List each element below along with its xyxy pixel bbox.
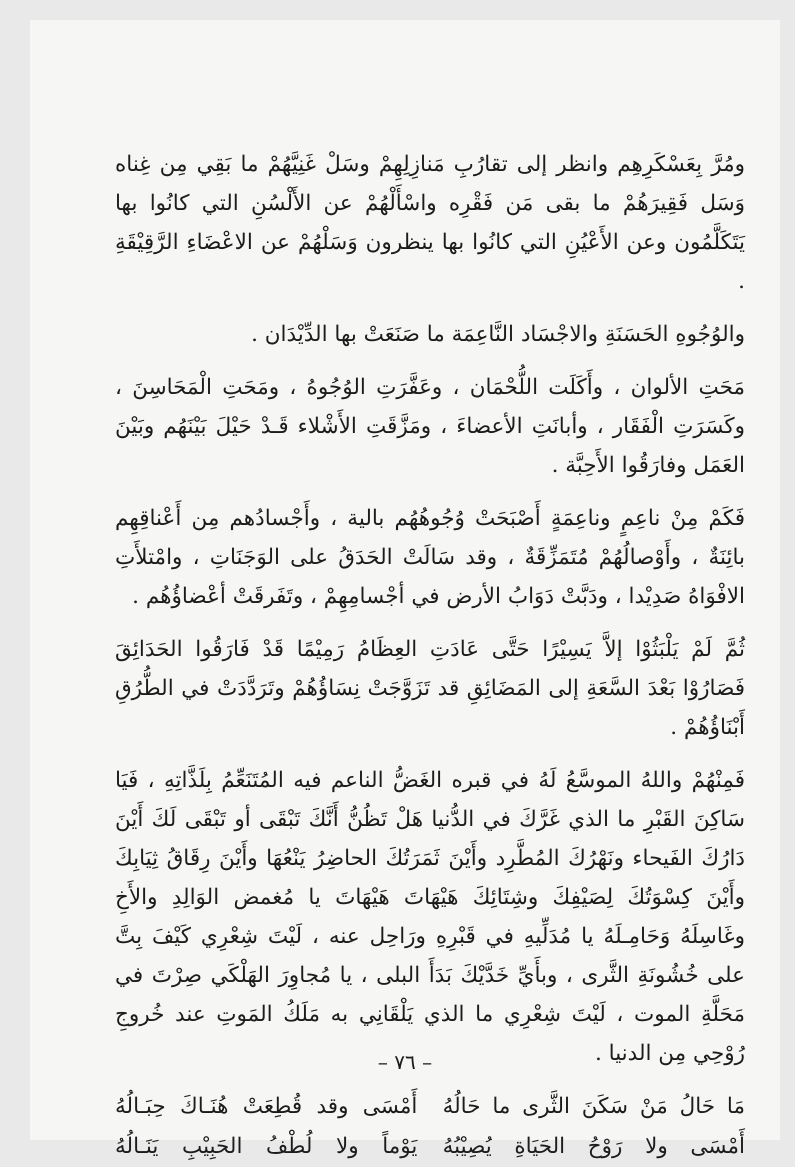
paragraph-4: فَكَمْ مِنْ ناعِمٍ وناعِمَةٍ أَصْبَحَتْ وُجُوهُهُم بالية ، وأَجْسادُهم مِن أَعْناقِهِم بائِنَةٌ ، وأَوْصالُهُمْ مُتَمَزِّقَةٌ ، وقد سَالَتْ الحَدَقُ على الوَجَنَاتِ ، وامْتلأَتِ الافْوَاهُ صَدِيْدا ، ودَبَّتْ دَوَابُ الأرض في أجْسامِهِمْ ، وتَفَرقَتْ أعْضاؤُهُم .	[115, 506, 745, 609]
verse-1-first-hemistich: مَا حَالُ مَنْ سَكَنَ الثَّرى ما حَالُهُ	[442, 1094, 745, 1119]
verse-2-second-hemistich: يَوْماً ولا لُطْفُ الحَبِيْبِ يَنَـالُهُ	[115, 1134, 418, 1159]
page-body	[115, 145, 745, 1167]
paragraph-6: فَمِنْهُمْ واللهُ الموسَّعُ لَهُ في قبره الغَضُّ الناعم فيه المُتَنَعِّمُ بِلَذَّاتِهِ ، فَيَا سَاكِنَ القَبْرِ ما الذي غَرَّكَ في الدُّنيا هَلْ تَظُنُّ أَنَّكَ تَبْقَى أو تَبْقَى لَكَ أَيْنَ دَارُكَ الفَيحاء ونَهْرُكَ المُطَّرِد وأَيْنَ ثَمَرَتُكَ الحاضِرُ يَنْعُهَا وأَيْنَ رِقَاقُ ثِيَابِكَ وأَيْنَ كِسْوَتُكَ لِصَيْفِكَ وشِتَائِكَ هَيْهَاتَ هَيْهَاتَ يا مُغمض الوَالِدِ والأَخِ وغَاسِلَهُ وَحَامِـلَهُ يا مُدَلِّيهِ في قَبْرِهِ ورَاحِل عنه ، لَيْتَ شِعْرِي كَيْفَ بِتَّ على خُشُونَةِ الثَّرى ، وبأَيِّ خَدَّيْكَ بَدَأَ البلى ، يا مُجاوِرَ الهَلْكَي صِرْتَ في مَحَلَّةِ الموت ، لَيْتَ شِعْرِي ما الذي يَلْقَانِي به مَلَكُ المَوتِ عند خُروجِ رُوْحِي مِن الدنيا .	[115, 768, 745, 1066]
verse-line-1	[115, 1087, 745, 1127]
verse-line-2	[115, 1127, 745, 1167]
poem-verse	[115, 1087, 745, 1167]
verse-1-second-hemistich: أَمْسَى وقد قُطِعَتْ هُنَـاكَ حِبَـالُهُ	[115, 1094, 418, 1119]
paragraph-2: والوُجُوهِ الحَسَنَةِ والاجْسَاد النَّاعِمَة ما صَنَعَتْ بها الدِّيْدَان .	[251, 322, 745, 347]
paragraph-5: ثُمَّ لَمْ يَلْبَثُوْا إلاَّ يَسِيْرًا حَتَّى عَادَتِ العِظَامُ رَمِيْمًا قَدْ فَارَقُوا الحَدَائِقَ فَصَارُوْا بَعْدَ السَّعَةِ إلى المَضَائِقِ قد تَزَوَّجَتْ نِسَاؤُهُمْ وتَرَدَّدَتْ في الطُّرُقِ أَبْنَاؤُهُمْ .	[115, 637, 745, 740]
book-page	[30, 20, 780, 1159]
paragraph-3: مَحَتِ الألوان ، وأَكَلَت اللُّحْمَان ، وعَفَّرَتِ الوُجُوهُ ، ومَحَتِ الْمَحَاسِنَ ، وكَسَرَتِ الْفَقَار ، وأبانَتِ الأعضاءَ ، ومَزَّقَتِ الأَشْلاء قَـدْ حَيْلَ بَيْنَهُم وبَيْنَ العَمَل وفارَقُوا الأَحِبَّة .	[115, 375, 745, 478]
page-number: – ٧٦ –	[377, 1050, 433, 1074]
verse-2-first-hemistich: أَمْسَى ولا رَوْحُ الحَيَاةِ يُصِيْبُهُ	[442, 1134, 745, 1159]
paragraph-1: ومُرَّ بِعَسْكَرِهِم وانظر إلى تقارُبِ مَنازِلِهِمْ وسَلْ غَنِيَّهُمْ ما بَقِي مِن غِناه وَسَل فَقِيرَهُمْ ما بقى مَن فَقْرِه واسْأَلْهُمْ عن الأَلْسُنِ التي كانُوا بها يَتَكَلَّمُون وعن الأَعْيُنِ التي كانُوا بها ينظرون وَسَلْهُمْ عن الاعْضَاءِ الرَّقِيْقَةِ .	[115, 152, 745, 294]
